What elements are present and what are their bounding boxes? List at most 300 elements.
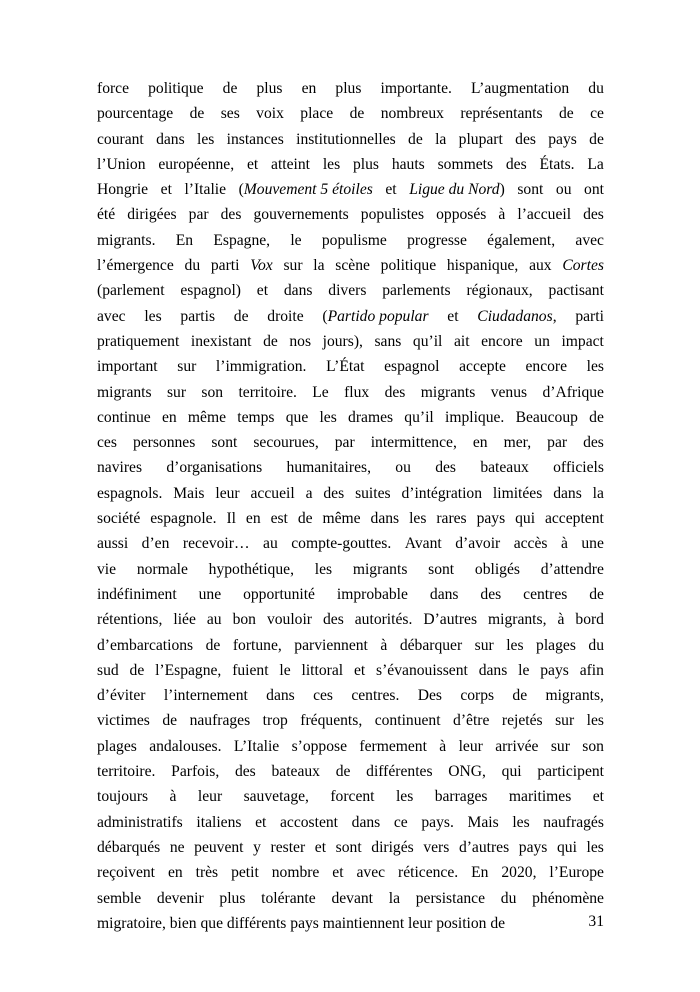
text-word: et	[255, 813, 267, 831]
text-word: Vox	[250, 257, 273, 275]
text-word: D’autres	[423, 611, 478, 629]
text-line	[97, 304, 604, 329]
text-word: parlements	[382, 282, 451, 300]
text-line	[97, 430, 604, 455]
text-word: et	[246, 155, 259, 173]
text-word: sont	[335, 838, 362, 856]
text-line	[97, 329, 604, 354]
text-word: Il	[226, 510, 236, 528]
text-word: arrivée	[495, 737, 539, 755]
text-word: espagnols.	[97, 484, 163, 502]
text-word: et	[332, 864, 344, 882]
text-word: accès	[513, 535, 548, 553]
text-word: de	[205, 636, 221, 654]
text-word: est	[270, 510, 288, 528]
text-word: le	[279, 661, 291, 679]
text-word: sauvetage,	[243, 788, 309, 806]
text-word: dans	[156, 130, 185, 148]
text-word: participent	[537, 763, 604, 781]
text-word: migrants	[97, 383, 152, 401]
text-word: En	[175, 231, 194, 249]
text-word: devant	[331, 889, 374, 907]
text-word: droite	[267, 307, 304, 325]
text-word: fermement	[359, 737, 427, 755]
text-word: dans	[283, 282, 313, 300]
text-word: jours),	[322, 332, 363, 350]
text-word: qui	[515, 510, 536, 528]
text-word: ce	[590, 105, 604, 123]
text-word: gouvernements	[253, 206, 349, 224]
text-word: venus	[490, 383, 528, 401]
text-word: les	[144, 307, 162, 325]
text-word: sur	[166, 383, 187, 401]
text-word: rejetés	[501, 712, 543, 730]
text-word: des	[234, 763, 256, 781]
text-word: et	[314, 838, 327, 856]
text-word: personnes	[132, 434, 196, 452]
text-line: migratoire, bien que différents pays maintiennent leur position de	[97, 914, 506, 932]
text-word: acceptent	[544, 510, 604, 528]
text-word: Beaucoup	[515, 408, 578, 426]
text-word: européenne,	[158, 155, 235, 173]
text-word: pays.	[421, 813, 454, 831]
text-word: continue	[97, 408, 151, 426]
text-line	[97, 708, 604, 733]
text-word: L’augmentation	[471, 80, 570, 97]
text-word: des	[505, 155, 527, 173]
text-word: qu’il	[404, 408, 434, 426]
text-word: plus	[256, 80, 283, 97]
text-word: de	[349, 105, 365, 123]
text-word: ONG,	[448, 763, 486, 781]
text-word: littoral	[301, 661, 344, 679]
text-word: à	[439, 737, 447, 755]
text-word: à	[498, 206, 506, 224]
text-word: débarquer	[399, 636, 463, 654]
text-word: phénomène	[532, 889, 604, 907]
text-word: devenir	[156, 889, 204, 907]
text-word: institutionnelles	[296, 130, 396, 148]
text-word: de	[263, 332, 278, 350]
text-line	[97, 506, 604, 531]
text-word: vers	[423, 838, 450, 856]
text-word: afin	[579, 661, 604, 679]
text-word: et	[447, 307, 459, 325]
text-word: sont	[517, 181, 544, 199]
text-word: voix	[256, 105, 284, 123]
text-word: continuent	[374, 712, 441, 730]
text-word: différentes	[366, 763, 433, 781]
text-word: bord	[575, 611, 604, 629]
text-word: barrages	[434, 788, 488, 806]
text-line	[97, 380, 604, 405]
text-word: L’Italie	[233, 737, 280, 755]
text-word: plus	[219, 889, 246, 907]
text-word: naufragés	[543, 813, 604, 831]
text-line	[97, 557, 604, 582]
text-word: au	[263, 535, 278, 553]
text-word: de	[233, 307, 249, 325]
text-word: maritimes	[508, 788, 572, 806]
text-word: andalouses.	[149, 737, 222, 755]
text-word: 2020,	[501, 864, 537, 882]
text-word: des	[583, 206, 604, 224]
text-word: inexistant	[190, 332, 252, 350]
text-word: migrants	[420, 383, 476, 401]
text-word: Le	[312, 383, 329, 401]
text-word: petit	[231, 864, 259, 882]
text-word: implique.	[444, 408, 505, 426]
text-word: des	[515, 130, 536, 148]
text-word: en	[245, 510, 261, 528]
text-word: s’oppose	[291, 737, 348, 755]
text-word: même	[322, 510, 361, 528]
text-word: L’État	[326, 358, 365, 376]
text-word: Parfois,	[171, 763, 220, 781]
text-word: centres	[523, 585, 568, 603]
text-word: indéfiniment	[97, 585, 177, 603]
text-word: des	[583, 434, 604, 452]
text-word: parti	[575, 307, 604, 325]
text-word: bateaux	[271, 763, 320, 781]
text-word: flux	[344, 383, 370, 401]
text-word: sud	[97, 661, 119, 679]
text-word: en	[472, 434, 488, 452]
text-word: des	[435, 459, 456, 477]
text-word: ou	[395, 459, 411, 477]
text-word: ses	[220, 105, 240, 123]
text-word: impact	[561, 332, 604, 350]
text-word: également,	[487, 231, 556, 249]
text-word: encore	[481, 332, 523, 350]
text-word: les	[409, 510, 427, 528]
text-word: courant	[97, 130, 144, 148]
text-line	[97, 582, 604, 607]
text-word: de	[162, 712, 178, 730]
text-word: forcent	[330, 788, 375, 806]
text-word: Des	[417, 687, 442, 705]
text-word: qu’il	[412, 332, 443, 350]
text-word: et	[353, 661, 366, 679]
text-word: d’en	[141, 535, 170, 553]
text-word: un	[534, 332, 550, 350]
text-word: la	[388, 889, 401, 907]
text-word: corps	[460, 687, 495, 705]
text-word: migrants,	[488, 611, 547, 629]
text-word: ces	[97, 434, 117, 452]
text-word: ont	[584, 181, 604, 199]
text-word: s’évanouissent	[376, 661, 468, 679]
text-word: à	[380, 636, 388, 654]
text-line	[97, 354, 604, 379]
text-word: et	[592, 788, 604, 806]
text-word: autorités.	[354, 611, 413, 629]
text-word: d’éviter	[97, 687, 146, 705]
text-word: aussi	[97, 535, 129, 553]
text-word: de	[222, 80, 238, 97]
text-word: Hongrie	[97, 181, 149, 199]
text-word: obligés	[474, 560, 520, 578]
text-word: en	[301, 80, 317, 97]
text-word: bateaux	[480, 459, 529, 477]
text-word: improbable	[336, 585, 408, 603]
text-word: l’émergence	[97, 257, 174, 275]
text-word: régionaux,	[466, 282, 533, 300]
text-word: espagnol)	[180, 282, 241, 300]
text-word: accostent	[280, 813, 339, 831]
text-word: la	[313, 257, 325, 275]
text-word: pays	[476, 510, 506, 528]
text-word: sur	[555, 712, 575, 730]
text-word: et	[160, 181, 172, 199]
text-word: que	[285, 408, 309, 426]
text-word: des	[480, 585, 502, 603]
text-word: ce	[393, 813, 408, 831]
text-word: recevoir…	[182, 535, 250, 553]
text-word: dans	[370, 510, 400, 528]
text-word: espagnole.	[150, 510, 217, 528]
text-word: de	[129, 661, 145, 679]
text-word: intermittence,	[370, 434, 457, 452]
text-word: limitées	[492, 484, 543, 502]
text-word: force	[97, 80, 130, 97]
text-line	[97, 531, 604, 556]
text-word: atteint	[271, 155, 311, 173]
text-word: par	[188, 206, 209, 224]
text-word: à	[169, 788, 177, 806]
text-word: italiens	[196, 813, 242, 831]
text-word: territoire.	[97, 763, 156, 781]
text-word: dans	[429, 585, 459, 603]
text-word: sommets	[437, 155, 494, 173]
text-word: l’internement	[163, 687, 248, 705]
text-word: d’organisations	[166, 459, 263, 477]
text-word: nombre	[271, 864, 320, 882]
text-word: et	[385, 181, 397, 199]
text-word: aux	[529, 257, 552, 275]
text-word: l’Europe	[549, 864, 604, 882]
text-word: à	[560, 535, 568, 553]
text-word: plus	[335, 80, 362, 97]
text-word: son	[201, 383, 224, 401]
text-word: sur	[283, 257, 303, 275]
text-word: victimes	[97, 712, 150, 730]
text-word: a	[305, 484, 313, 502]
text-word: pays	[518, 838, 548, 856]
text-line	[97, 455, 604, 480]
text-word: de	[189, 105, 205, 123]
text-word: même	[187, 408, 226, 426]
text-word: La	[587, 155, 604, 173]
text-word: de	[408, 130, 423, 148]
text-word: les	[586, 838, 604, 856]
text-word: l’Union	[97, 155, 146, 173]
text-word: suites	[355, 484, 391, 502]
text-line	[97, 101, 604, 126]
text-line	[97, 127, 604, 152]
text-word: États.	[539, 155, 575, 173]
text-word: les	[512, 813, 530, 831]
text-word: avec	[356, 864, 386, 882]
text-word: plages	[97, 737, 137, 755]
text-line	[97, 810, 604, 835]
text-word: qui	[501, 763, 522, 781]
text-word: naufrages	[189, 712, 251, 730]
text-word: vie	[97, 560, 117, 578]
text-word: officiels	[553, 459, 604, 477]
text-word: d’Afrique	[542, 383, 604, 401]
text-word: dans	[266, 687, 295, 705]
text-word: migrants,	[545, 687, 604, 705]
text-word: d’être	[453, 712, 490, 730]
text-word: parviennent	[294, 636, 368, 654]
text-word: une	[581, 535, 604, 553]
text-word: représentants	[460, 105, 543, 123]
text-word: migrants	[352, 560, 408, 578]
text-word: importante.	[380, 80, 452, 97]
text-line	[97, 683, 604, 708]
text-word: en	[161, 408, 177, 426]
text-word: progresse	[407, 231, 467, 249]
text-word: Mais	[467, 813, 499, 831]
body-text-column	[97, 76, 604, 936]
text-word: réticence.	[398, 864, 459, 882]
text-word: ou	[555, 181, 572, 199]
text-line	[97, 228, 604, 253]
text-word: d’attendre	[540, 560, 604, 578]
text-word: opposés	[436, 206, 487, 224]
text-word: l’Espagne,	[155, 661, 222, 679]
text-word: Avant	[404, 535, 442, 553]
text-word: liée	[173, 611, 196, 629]
text-word: une	[198, 585, 222, 603]
text-word: nombreux	[380, 105, 444, 123]
text-word: dans	[553, 484, 582, 502]
text-word: rares	[436, 510, 467, 528]
text-word: l’Italie	[184, 181, 227, 199]
text-word: navires	[97, 459, 143, 477]
text-word: les	[586, 712, 604, 730]
text-word: le	[518, 661, 530, 679]
text-line	[97, 734, 604, 759]
text-word: les	[395, 788, 414, 806]
text-word: populisme	[321, 231, 387, 249]
text-word: fortune,	[232, 636, 282, 654]
text-word: partis	[180, 307, 216, 325]
text-word: du	[184, 257, 201, 275]
text-word: du	[588, 80, 604, 97]
text-line	[97, 633, 604, 658]
text-word: plupart	[458, 130, 503, 148]
text-word: des	[220, 206, 242, 224]
text-word: Espagne,	[213, 231, 271, 249]
text-word: pourcentage	[97, 105, 174, 123]
text-word: En	[471, 864, 489, 882]
text-word: d’embarcations	[97, 636, 194, 654]
text-word: l’immigration.	[215, 358, 307, 376]
text-line	[97, 177, 604, 202]
text-word: centres.	[351, 687, 400, 705]
text-line	[97, 860, 604, 885]
text-word: toujours	[97, 788, 149, 806]
text-word: nos	[289, 332, 312, 350]
text-word: très	[195, 864, 219, 882]
text-word: Cortes	[562, 257, 604, 275]
text-word: à	[557, 611, 565, 629]
text-word: y	[253, 838, 261, 856]
text-word: son	[582, 737, 604, 755]
text-line	[97, 784, 604, 809]
text-word: normale	[136, 560, 188, 578]
text-word: été	[97, 206, 116, 224]
text-word: mer,	[503, 434, 532, 452]
text-word: au	[206, 611, 222, 629]
text-word: qui	[556, 838, 577, 856]
text-line	[97, 658, 604, 683]
text-word: les	[319, 408, 337, 426]
text-line	[97, 202, 604, 227]
text-word: humanitaires,	[286, 459, 371, 477]
text-word: reçoivent	[97, 864, 156, 882]
text-word: dirigées	[127, 206, 177, 224]
text-word: ne	[169, 838, 185, 856]
text-word: le	[290, 231, 302, 249]
page-number: 31	[588, 913, 604, 930]
text-word: administratifs	[97, 813, 183, 831]
text-word: Ligue du Nord)	[409, 181, 505, 199]
text-word: de	[589, 130, 604, 148]
text-word: Mais	[173, 484, 205, 502]
text-word: migrants.	[97, 231, 156, 249]
text-word: semble	[97, 889, 142, 907]
text-word: accepte	[459, 358, 506, 376]
text-word: les	[586, 358, 604, 376]
text-word: rester	[270, 838, 306, 856]
text-word: accueil	[250, 484, 295, 502]
text-word: et	[256, 282, 269, 300]
text-word: dans	[351, 813, 381, 831]
text-word: sur	[177, 358, 197, 376]
text-word: sur	[474, 636, 494, 654]
text-word: d’intégration	[401, 484, 483, 502]
text-word: trop	[262, 712, 288, 730]
text-word: secourues,	[253, 434, 319, 452]
text-word: peuvent	[194, 838, 244, 856]
text-line	[97, 835, 604, 860]
text-word: plages	[536, 636, 576, 654]
text-word: sans	[374, 332, 402, 350]
text-word: instances	[226, 130, 284, 148]
text-word: débarqués	[97, 838, 161, 856]
text-line	[97, 759, 604, 784]
text-word: (parlement	[97, 282, 165, 300]
text-word: d’autres	[458, 838, 510, 856]
text-word: parti	[210, 257, 240, 275]
text-word: des	[322, 611, 344, 629]
text-word: plus	[353, 155, 379, 173]
text-line	[97, 481, 604, 506]
text-word: compte-gouttes.	[291, 535, 392, 553]
text-word: de	[512, 687, 528, 705]
text-word: de	[297, 510, 313, 528]
text-word: la	[435, 130, 447, 148]
text-word: de	[589, 408, 604, 426]
text-word: sont	[428, 560, 455, 578]
text-word: hauts	[391, 155, 425, 173]
text-word: les	[314, 560, 333, 578]
text-word: drames	[348, 408, 394, 426]
text-word: territoire.	[238, 383, 297, 401]
